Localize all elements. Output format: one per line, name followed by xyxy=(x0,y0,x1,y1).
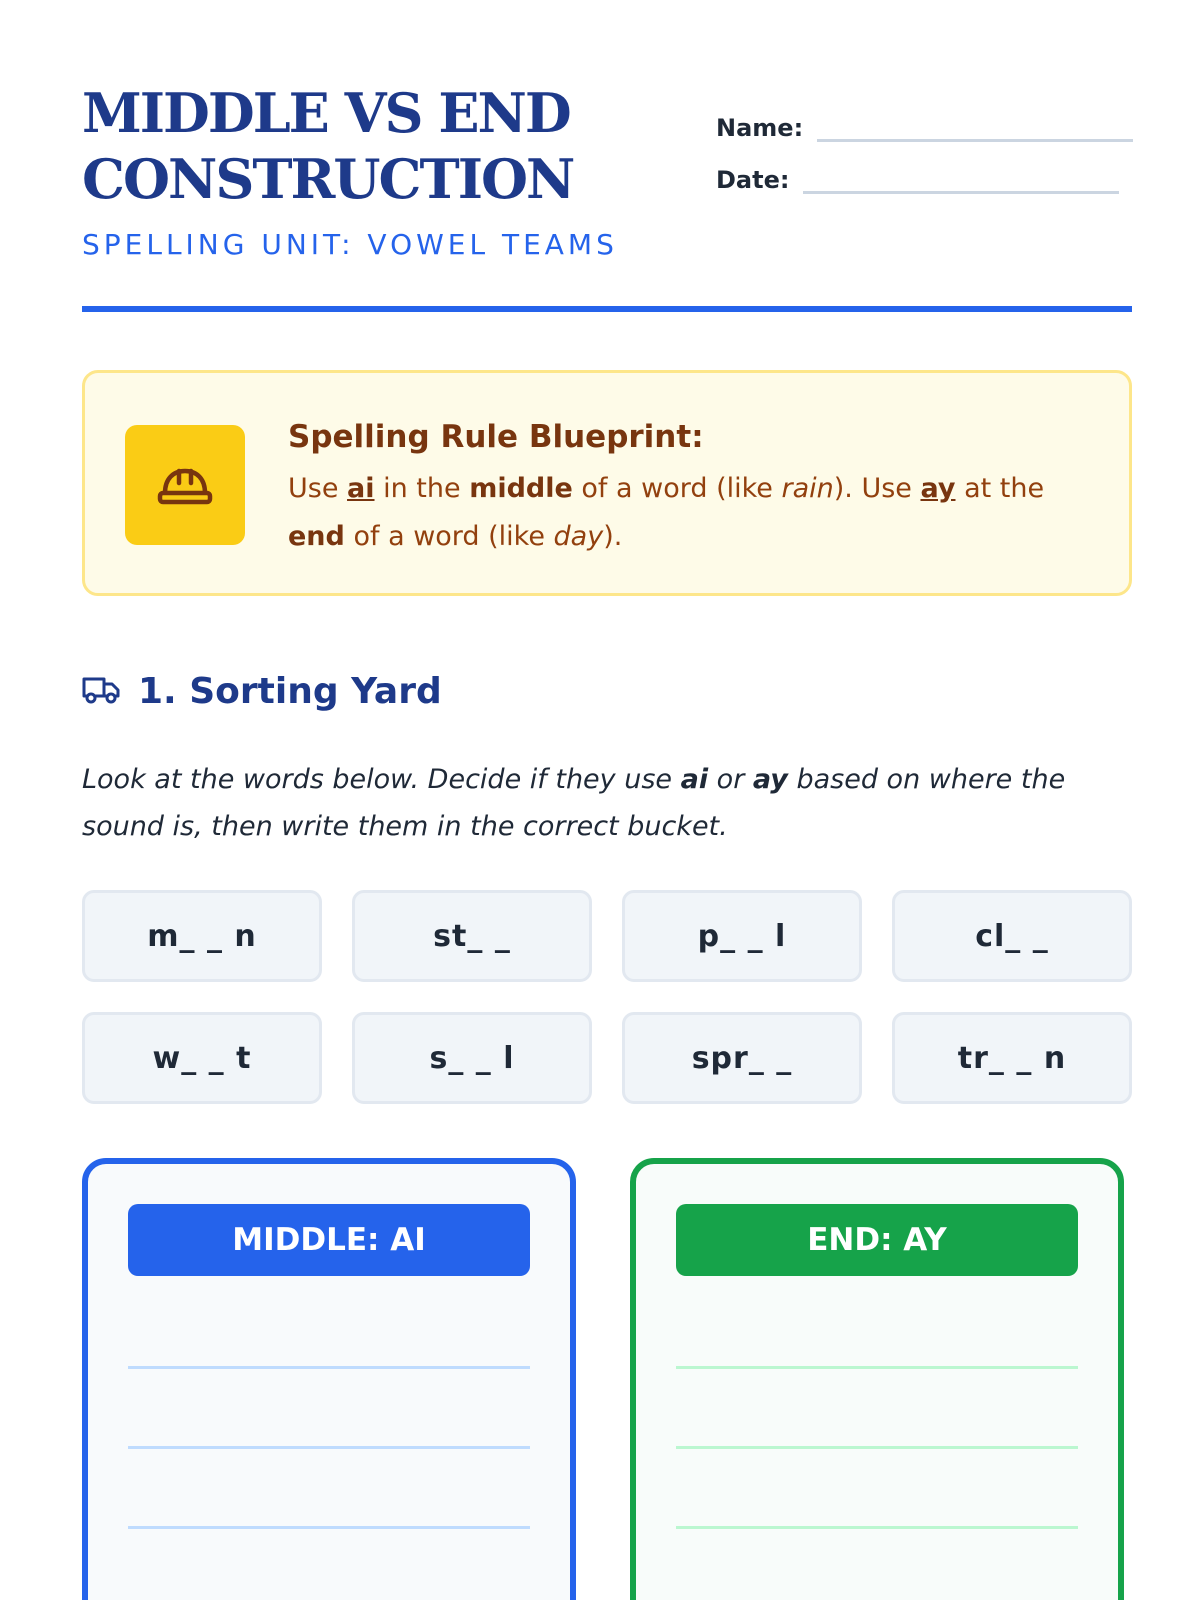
word-chip: m_ _ n xyxy=(82,890,322,982)
hard-hat-icon xyxy=(125,425,245,545)
end-ay-bucket xyxy=(630,1158,1124,1600)
date-label: Date: xyxy=(716,166,790,194)
middle-ai-bucket xyxy=(82,1158,576,1600)
header-divider xyxy=(82,306,1132,312)
writing-line[interactable] xyxy=(128,1446,530,1449)
name-field[interactable] xyxy=(817,114,1133,142)
word-chip: p_ _ l xyxy=(622,890,862,982)
end-ay-label: END: AY xyxy=(676,1204,1078,1276)
section-title: 1. Sorting Yard xyxy=(138,670,442,712)
name-row xyxy=(716,88,1136,142)
writing-line[interactable] xyxy=(128,1526,530,1529)
writing-line[interactable] xyxy=(676,1366,1078,1369)
title-line-1: MIDDLE VS END xyxy=(82,81,570,145)
word-chip: tr_ _ n xyxy=(892,1012,1132,1104)
worksheet-header xyxy=(82,80,1132,320)
word-chip: st_ _ xyxy=(352,890,592,982)
word-chip: cl_ _ xyxy=(892,890,1132,982)
date-field[interactable] xyxy=(803,166,1119,194)
callout-rule-text: Use ai in the middle of a word (like rain). Use ay at the end of a word (like day). xyxy=(288,473,1045,552)
word-chips xyxy=(82,890,1132,1104)
date-row xyxy=(716,140,1136,194)
word-chip: w_ _ t xyxy=(82,1012,322,1104)
worksheet-subtitle: SPELLING UNIT: VOWEL TEAMS xyxy=(82,228,618,261)
title-line-2: CONSTRUCTION xyxy=(82,147,574,211)
writing-line[interactable] xyxy=(128,1366,530,1369)
name-label: Name: xyxy=(716,114,804,142)
sorting-instructions: Look at the words below. Decide if they use ai or ay based on where the sound is, then write them in the correct bucket. xyxy=(82,764,1066,842)
truck-icon xyxy=(82,673,120,709)
callout-title: Spelling Rule Blueprint: xyxy=(288,419,704,455)
word-chip: spr_ _ xyxy=(622,1012,862,1104)
middle-ai-label: MIDDLE: AI xyxy=(128,1204,530,1276)
name-date-fields xyxy=(716,88,1136,194)
word-chip: s_ _ l xyxy=(352,1012,592,1104)
writing-line[interactable] xyxy=(676,1446,1078,1449)
section-sorting-yard xyxy=(82,666,442,716)
writing-line[interactable] xyxy=(676,1526,1078,1529)
spelling-rule-callout xyxy=(82,370,1132,596)
